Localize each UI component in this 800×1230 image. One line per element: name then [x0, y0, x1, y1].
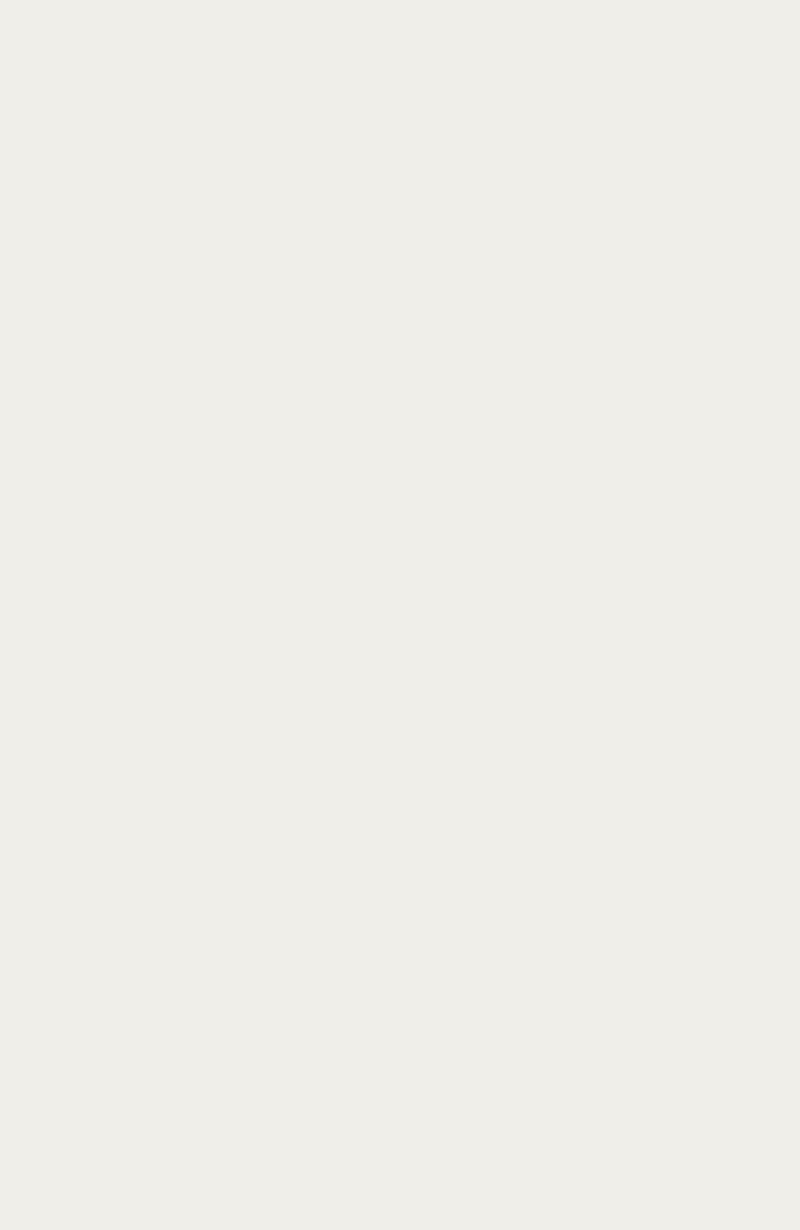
section-heading [30, 42, 660, 66]
page-footer [0, 1204, 800, 1226]
margin-notes-column [662, 0, 800, 1230]
main-text-column [30, 42, 660, 66]
show-through-text [674, 190, 794, 206]
